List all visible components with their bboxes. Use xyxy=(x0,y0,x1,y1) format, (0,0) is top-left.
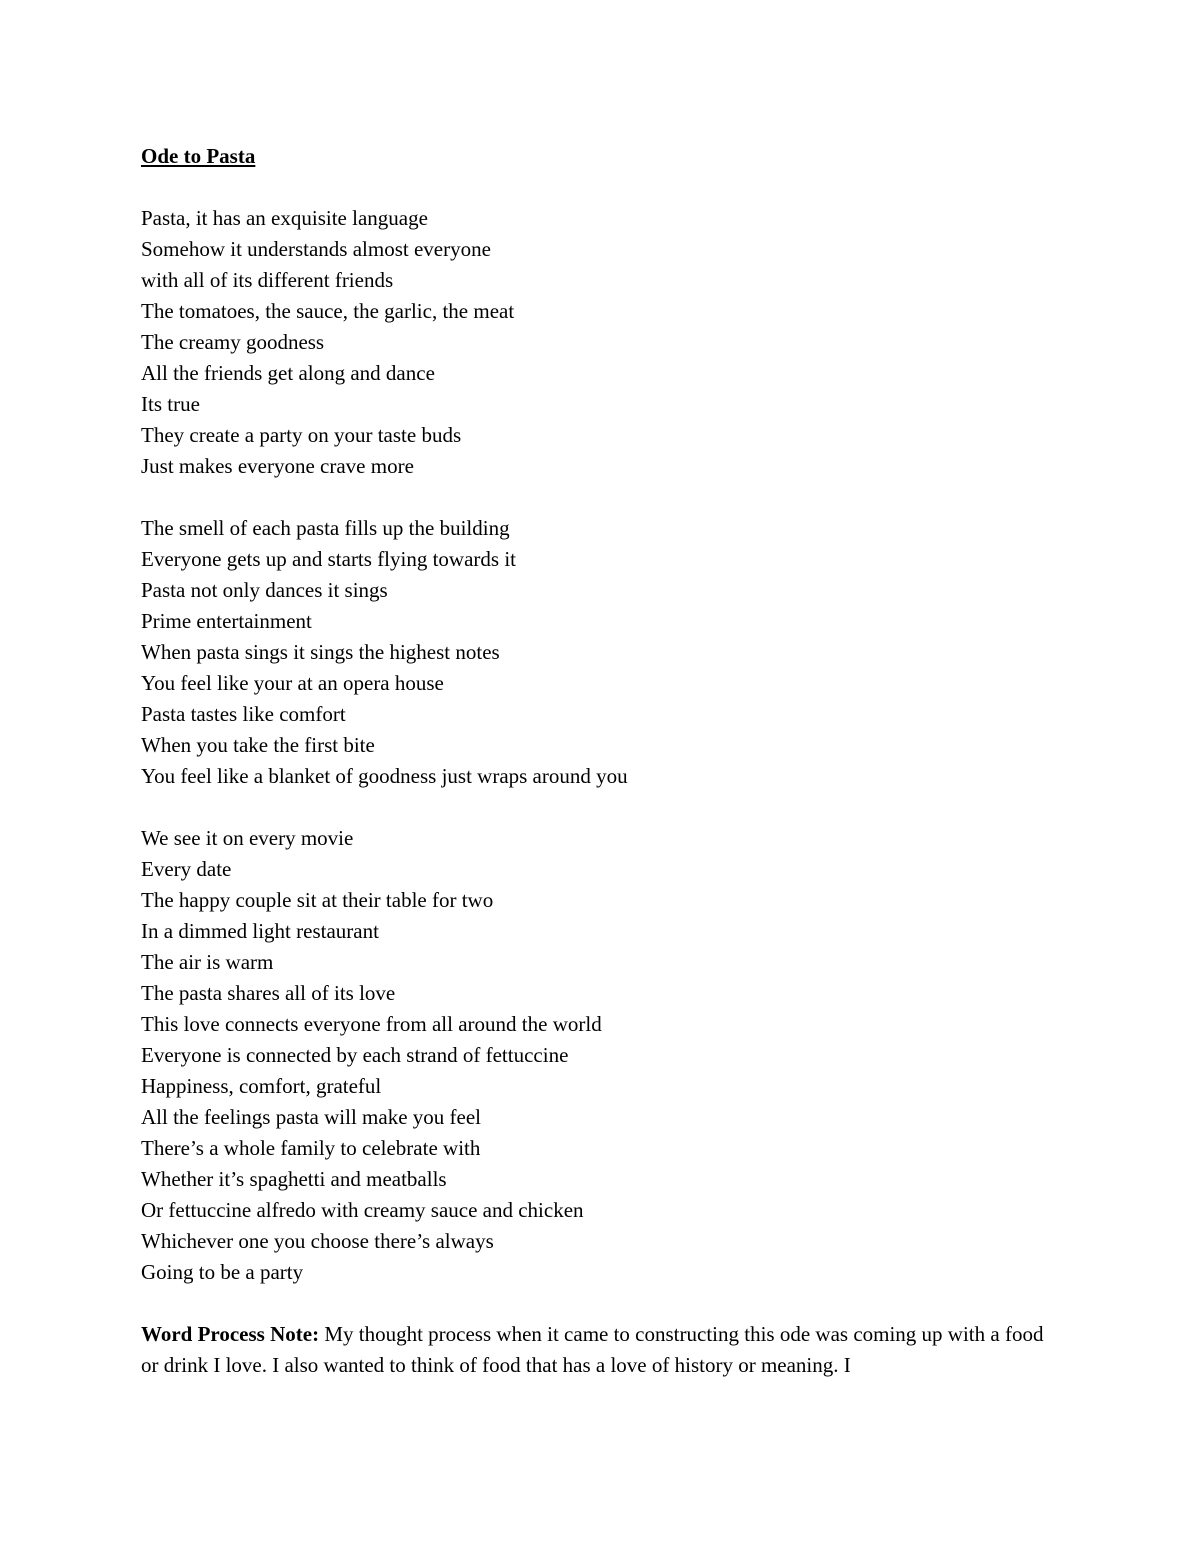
blank-line xyxy=(141,482,1061,513)
poem-line: Everyone gets up and starts flying towards it xyxy=(141,547,517,571)
poem-line: The pasta shares all of its love xyxy=(141,981,396,1005)
process-note xyxy=(141,1319,1061,1381)
poem-line: There’s a whole family to celebrate with xyxy=(141,1136,481,1160)
blank-line xyxy=(141,1288,1061,1319)
poem-line: Whether it’s spaghetti and meatballs xyxy=(141,1167,447,1191)
blank-line xyxy=(141,172,1061,203)
poem-line: You feel like your at an opera house xyxy=(141,671,444,695)
document-body xyxy=(141,141,1061,1381)
poem-line: Every date xyxy=(141,857,232,881)
blank-line xyxy=(141,792,1061,823)
process-note-text: My thought process when it came to constructing this ode was coming up with a food or drink I love. I also wanted to think of food that has a love of history or meaning. I xyxy=(141,1322,1044,1377)
poem-line: Prime entertainment xyxy=(141,609,312,633)
poem-line: with all of its different friends xyxy=(141,268,394,292)
poem-line: They create a party on your taste buds xyxy=(141,423,462,447)
stanza-3 xyxy=(141,823,1061,1288)
poem-line: The air is warm xyxy=(141,950,274,974)
poem-line: This love connects everyone from all around the world xyxy=(141,1012,602,1036)
poem-line: Somehow it understands almost everyone xyxy=(141,237,491,261)
poem-line: Pasta not only dances it sings xyxy=(141,578,388,602)
poem-line: Its true xyxy=(141,392,200,416)
poem-line: In a dimmed light restaurant xyxy=(141,919,379,943)
stanza-2 xyxy=(141,513,1061,792)
poem-line: Everyone is connected by each strand of fettuccine xyxy=(141,1043,569,1067)
poem-line: Pasta tastes like comfort xyxy=(141,702,346,726)
poem-line: The happy couple sit at their table for two xyxy=(141,888,494,912)
poem-line: The smell of each pasta fills up the building xyxy=(141,516,510,540)
process-note-label: Word Process Note: xyxy=(141,1322,320,1346)
poem-line: Whichever one you choose there’s always xyxy=(141,1229,494,1253)
poem-line: The creamy goodness xyxy=(141,330,325,354)
poem-line: Or fettuccine alfredo with creamy sauce and chicken xyxy=(141,1198,584,1222)
poem-line: Just makes everyone crave more xyxy=(141,454,414,478)
poem-line: Going to be a party xyxy=(141,1260,304,1284)
poem-line: All the friends get along and dance xyxy=(141,361,435,385)
stanza-1 xyxy=(141,203,1061,482)
poem-line: When you take the first bite xyxy=(141,733,375,757)
poem-title: Ode to Pasta xyxy=(141,144,256,168)
poem-line: Pasta, it has an exquisite language xyxy=(141,206,428,230)
poem-line: You feel like a blanket of goodness just wraps around you xyxy=(141,764,628,788)
poem-line: We see it on every movie xyxy=(141,826,354,850)
poem-line: When pasta sings it sings the highest notes xyxy=(141,640,500,664)
poem-line: Happiness, comfort, grateful xyxy=(141,1074,382,1098)
poem-line: The tomatoes, the sauce, the garlic, the meat xyxy=(141,299,515,323)
poem-line: All the feelings pasta will make you feel xyxy=(141,1105,481,1129)
